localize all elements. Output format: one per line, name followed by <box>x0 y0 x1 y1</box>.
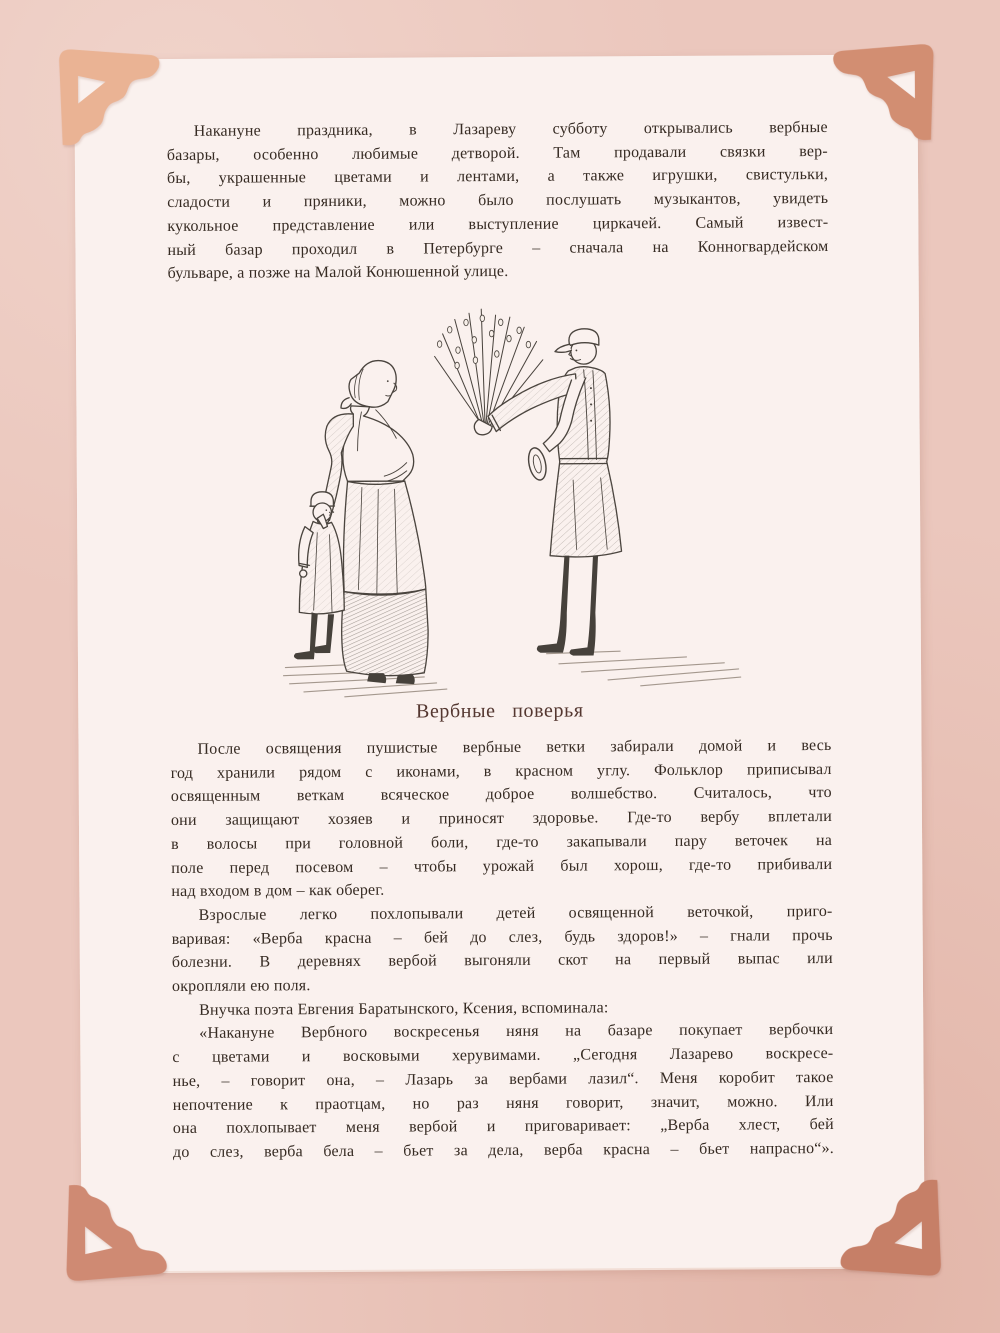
text-line: над входом в дом – как оберег. <box>171 881 385 901</box>
woman-figure <box>317 360 429 684</box>
text-line: варивая: «Верба красна – бей до слез, будь здоров!» – гнали прочь <box>171 926 833 948</box>
text-line: нье, – говорит она, – Лазарь за вербами лазил“. Меня коробит такое <box>172 1068 834 1090</box>
album-page <box>74 54 924 1271</box>
text-line: ный базар проходил в Петербурге – сначала на Конногвардейском <box>167 237 829 259</box>
text-line: «Накануне Вербного воскресенья няня на базаре покупает вербочки <box>199 1021 834 1043</box>
text-line: непочтение к праотцам, но раз няня говорит, значит, можно. Или <box>172 1092 834 1114</box>
man-figure <box>474 329 622 657</box>
photo-corner-top-left-icon <box>54 42 173 161</box>
text-line: бы, украшенные цветами и лентами, а также игрушки, свистульки, <box>166 166 829 188</box>
text-line: Внучка поэта Евгения Баратынского, Ксения, вспоминала: <box>199 999 609 1019</box>
photo-corner-top-right-icon <box>820 37 939 156</box>
text-line: в волосы при головной боли, где-то закапывали пару веточек на <box>171 831 833 853</box>
photo-corner-bottom-left-icon <box>61 1169 180 1288</box>
text-line: базары, особенно любимые детворой. Там продавали связки вер- <box>166 142 828 164</box>
body-text <box>170 734 834 1165</box>
text-line: год хранили рядом с иконами, в красном углу. Фольклор приписывал <box>170 760 832 782</box>
text-line: до слез, верба бела – бьет за дела, верба красна – бьет напрасно“». <box>172 1139 835 1161</box>
child-figure <box>293 492 345 660</box>
text-line: болезни. В деревнях вербой выгоняли скот на первый выпас или <box>171 950 833 972</box>
text-line: освященным веткам всяческое доброе волшебство. Считалось, что <box>170 784 832 806</box>
text-line: сладости и пряники, можно было послушать музыкантов, увидеть <box>167 190 829 212</box>
text-line: бульваре, а позже на Малой Конюшенной улице. <box>167 263 509 283</box>
text-line: После освящения пушистые вербные ветки забирали домой и весь <box>197 736 832 758</box>
text-line: поле перед посевом – чтобы урожай был хорош, где-то прибивали <box>171 855 833 877</box>
willow-market-illustration <box>281 306 743 705</box>
text-line: кукольное представление или выступление циркачей. Самый извест- <box>167 213 829 235</box>
text-line: она похлопывает меня вербой и приговаривает: „Верба хлест, бей <box>172 1116 834 1138</box>
text-line: с цветами и восковыми херувимами. „Сегодня Лазарево воскресе- <box>172 1045 834 1067</box>
text-line: Накануне праздника, в Лазареву субботу открывались вербные <box>193 118 828 140</box>
section-heading: Вербные поверья <box>415 699 584 723</box>
text-line: они защищают хозяев и приносят здоровье. Где-то вербу вплетали <box>170 808 832 830</box>
text-line: окропляли ею поля. <box>171 977 311 996</box>
photo-corner-bottom-right-icon <box>827 1164 946 1283</box>
ground-shadow-right <box>547 650 741 686</box>
text-line: Взрослые легко похлопывали детей освященной веточкой, приго- <box>198 902 833 924</box>
intro-paragraph <box>167 116 829 286</box>
